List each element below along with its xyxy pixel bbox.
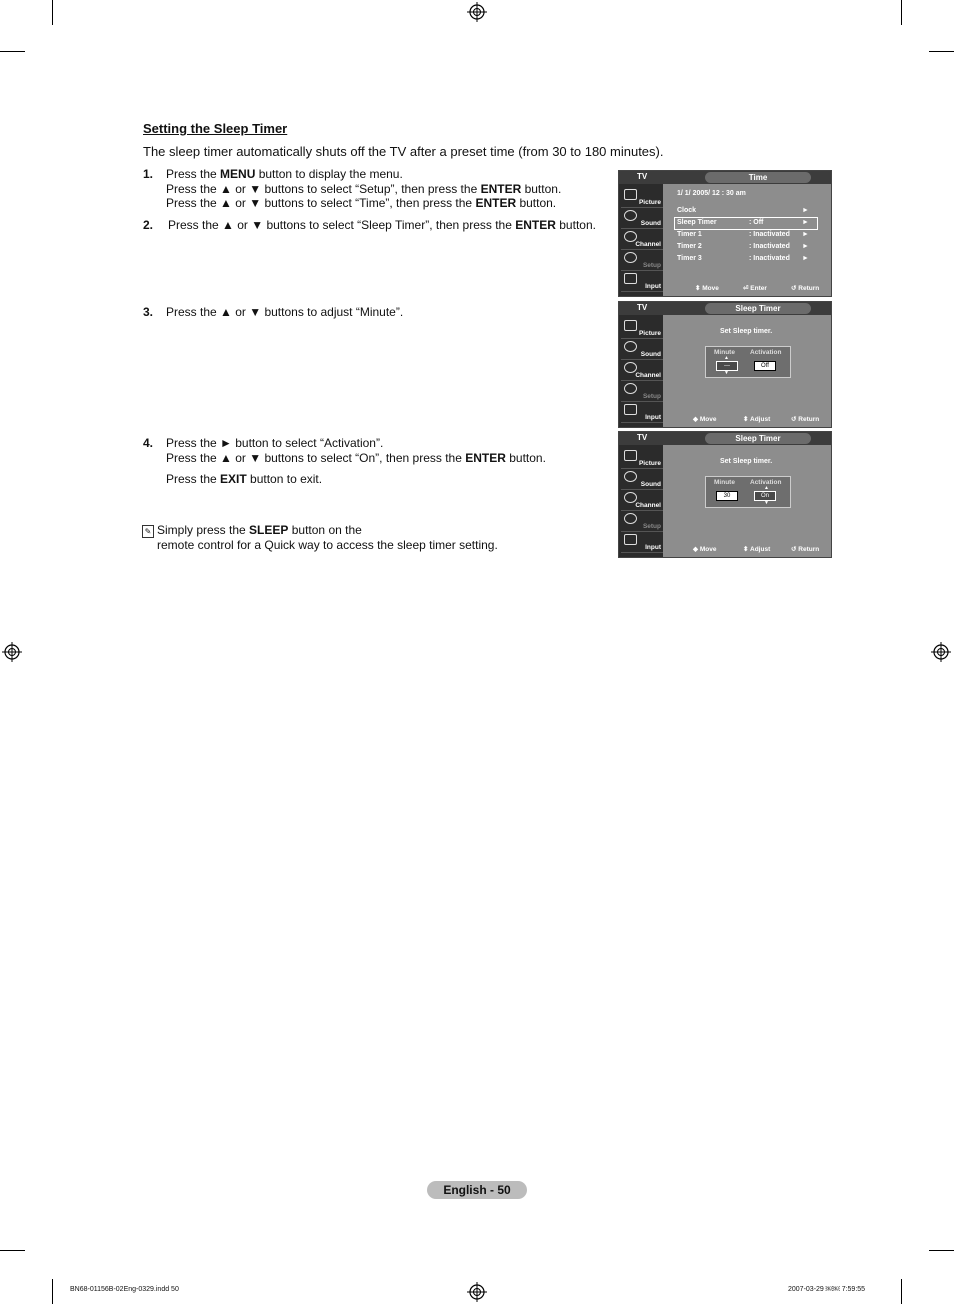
osd-row-sleep-timer: Sleep Timer : Off ► — [674, 217, 818, 230]
note-icon: ✎ — [142, 525, 154, 538]
intro-paragraph: The sleep timer automatically shuts off the TV after a preset time (from 30 to 180 minutes). — [143, 144, 664, 159]
osd-menu-picture: Picture — [621, 318, 663, 339]
step-line: Press the ▲ or ▼ buttons to select “Setup”, then press the ENTER button. — [166, 181, 562, 196]
up-arrow-icon: ▲ — [764, 485, 769, 491]
page-number: English - 50 — [427, 1181, 527, 1199]
step-number: 1. — [143, 167, 154, 181]
osd-row-clock: Clock ► — [677, 207, 809, 214]
picture-icon — [624, 189, 637, 200]
step-number: 3. — [143, 305, 154, 319]
osd-menu-input: Input — [621, 402, 663, 423]
sound-icon — [624, 210, 637, 221]
osd-menu-setup: Setup — [621, 381, 663, 402]
step-line: Press the EXIT button to exit. — [166, 472, 323, 486]
osd-title: Sleep Timer — [705, 303, 811, 314]
step-line: Press the ▲ or ▼ buttons to select “Sleep Timer”, then press the ENTER button. — [168, 218, 596, 232]
step-line: Press the ► button to select “Activation”. — [166, 436, 384, 450]
activation-field: On — [754, 491, 776, 501]
osd-menu-channel: Channel — [621, 229, 663, 250]
print-slug-left: BN68-01156B-02Eng-0329.indd 50 — [70, 1286, 179, 1293]
crop-mark — [929, 1250, 954, 1251]
crop-mark — [929, 51, 954, 52]
down-arrow-icon: ▼ — [764, 500, 769, 506]
osd-time-menu — [618, 170, 832, 297]
minute-field: 30 — [716, 491, 738, 501]
osd-footer: ◆ Move ⬍ Adjust ↺ Return — [693, 416, 820, 423]
print-slug-right: 2007-03-29 ￼￼ 7:59:55 — [788, 1286, 866, 1293]
step-line: Press the ▲ or ▼ buttons to select “Time”, then press the ENTER button. — [166, 196, 557, 210]
crop-mark — [0, 1250, 25, 1251]
osd-title: Sleep Timer — [705, 433, 811, 444]
step-line: Press the MENU button to display the menu. — [166, 167, 403, 181]
osd-menu-input: Input — [621, 271, 663, 292]
osd-row-timer1: Timer 1 : Inactivated ► — [677, 231, 809, 238]
crop-mark — [0, 51, 25, 52]
input-icon — [624, 404, 637, 415]
down-arrow-icon: ▼ — [724, 370, 729, 376]
osd-sleep-box: Minute Activation ▲ --- ▼ Off — [705, 346, 791, 378]
osd-sidebar — [619, 315, 663, 427]
note-line: remote control for a Quick way to access the sleep timer setting. — [157, 537, 498, 552]
osd-menu-picture: Picture — [621, 187, 663, 208]
minute-field: --- — [716, 361, 738, 371]
input-icon — [624, 534, 637, 545]
crop-mark — [901, 1279, 902, 1304]
step-number: 2. — [143, 218, 154, 232]
registration-mark-icon — [931, 642, 951, 662]
registration-mark-icon — [467, 2, 487, 22]
step-line: Press the ▲ or ▼ buttons to select “On”, then press the ENTER button. — [166, 450, 546, 465]
osd-sleep-timer-activation — [618, 431, 832, 558]
section-title: Setting the Sleep Timer — [143, 121, 288, 136]
osd-sidebar — [619, 445, 663, 557]
step-number: 4. — [143, 436, 154, 450]
note-line: Simply press the SLEEP button on the — [157, 523, 362, 537]
osd-footer: ◆ Move ⬍ Adjust ↺ Return — [693, 546, 820, 553]
gear-icon — [624, 513, 637, 524]
osd-menu-setup: Setup — [621, 511, 663, 532]
osd-message: Set Sleep timer. — [720, 458, 773, 465]
osd-menu-channel: Channel — [621, 360, 663, 381]
osd-sleep-box: Minute Activation 30 ▲ On ▼ — [705, 476, 791, 508]
osd-menu-channel: Channel — [621, 490, 663, 511]
step-line: Press the ▲ or ▼ buttons to adjust “Minute”. — [166, 305, 404, 319]
osd-title: Time — [705, 172, 811, 183]
osd-header: TV Sleep Timer — [619, 432, 831, 445]
input-icon — [624, 273, 637, 284]
crop-mark — [901, 0, 902, 25]
osd-date: 1/ 1/ 2005/ 12 : 30 am — [677, 190, 746, 197]
osd-menu-sound: Sound — [621, 469, 663, 490]
crop-mark — [52, 1279, 53, 1304]
osd-menu-picture: Picture — [621, 448, 663, 469]
osd-menu-sound: Sound — [621, 208, 663, 229]
activation-field: Off — [754, 361, 776, 371]
gear-icon — [624, 252, 637, 263]
osd-sleep-timer-minute — [618, 301, 832, 428]
picture-icon — [624, 320, 637, 331]
registration-mark-icon — [467, 1282, 487, 1302]
sound-icon — [624, 341, 637, 352]
osd-footer: ⬍ Move ⏎ Enter ↺ Return — [695, 285, 820, 292]
osd-menu-input: Input — [621, 532, 663, 553]
registration-mark-icon — [2, 642, 22, 662]
note — [142, 523, 498, 552]
osd-header: TV Time — [619, 171, 831, 184]
osd-message: Set Sleep timer. — [720, 328, 773, 335]
osd-sidebar — [619, 184, 663, 296]
osd-row-timer3: Timer 3 : Inactivated ► — [677, 255, 809, 262]
picture-icon — [624, 450, 637, 461]
gear-icon — [624, 383, 637, 394]
osd-row-timer2: Timer 2 : Inactivated ► — [677, 243, 809, 250]
osd-menu-sound: Sound — [621, 339, 663, 360]
sound-icon — [624, 471, 637, 482]
osd-header: TV Sleep Timer — [619, 302, 831, 315]
osd-menu-setup: Setup — [621, 250, 663, 271]
crop-mark — [52, 0, 53, 25]
up-arrow-icon: ▲ — [724, 355, 729, 361]
